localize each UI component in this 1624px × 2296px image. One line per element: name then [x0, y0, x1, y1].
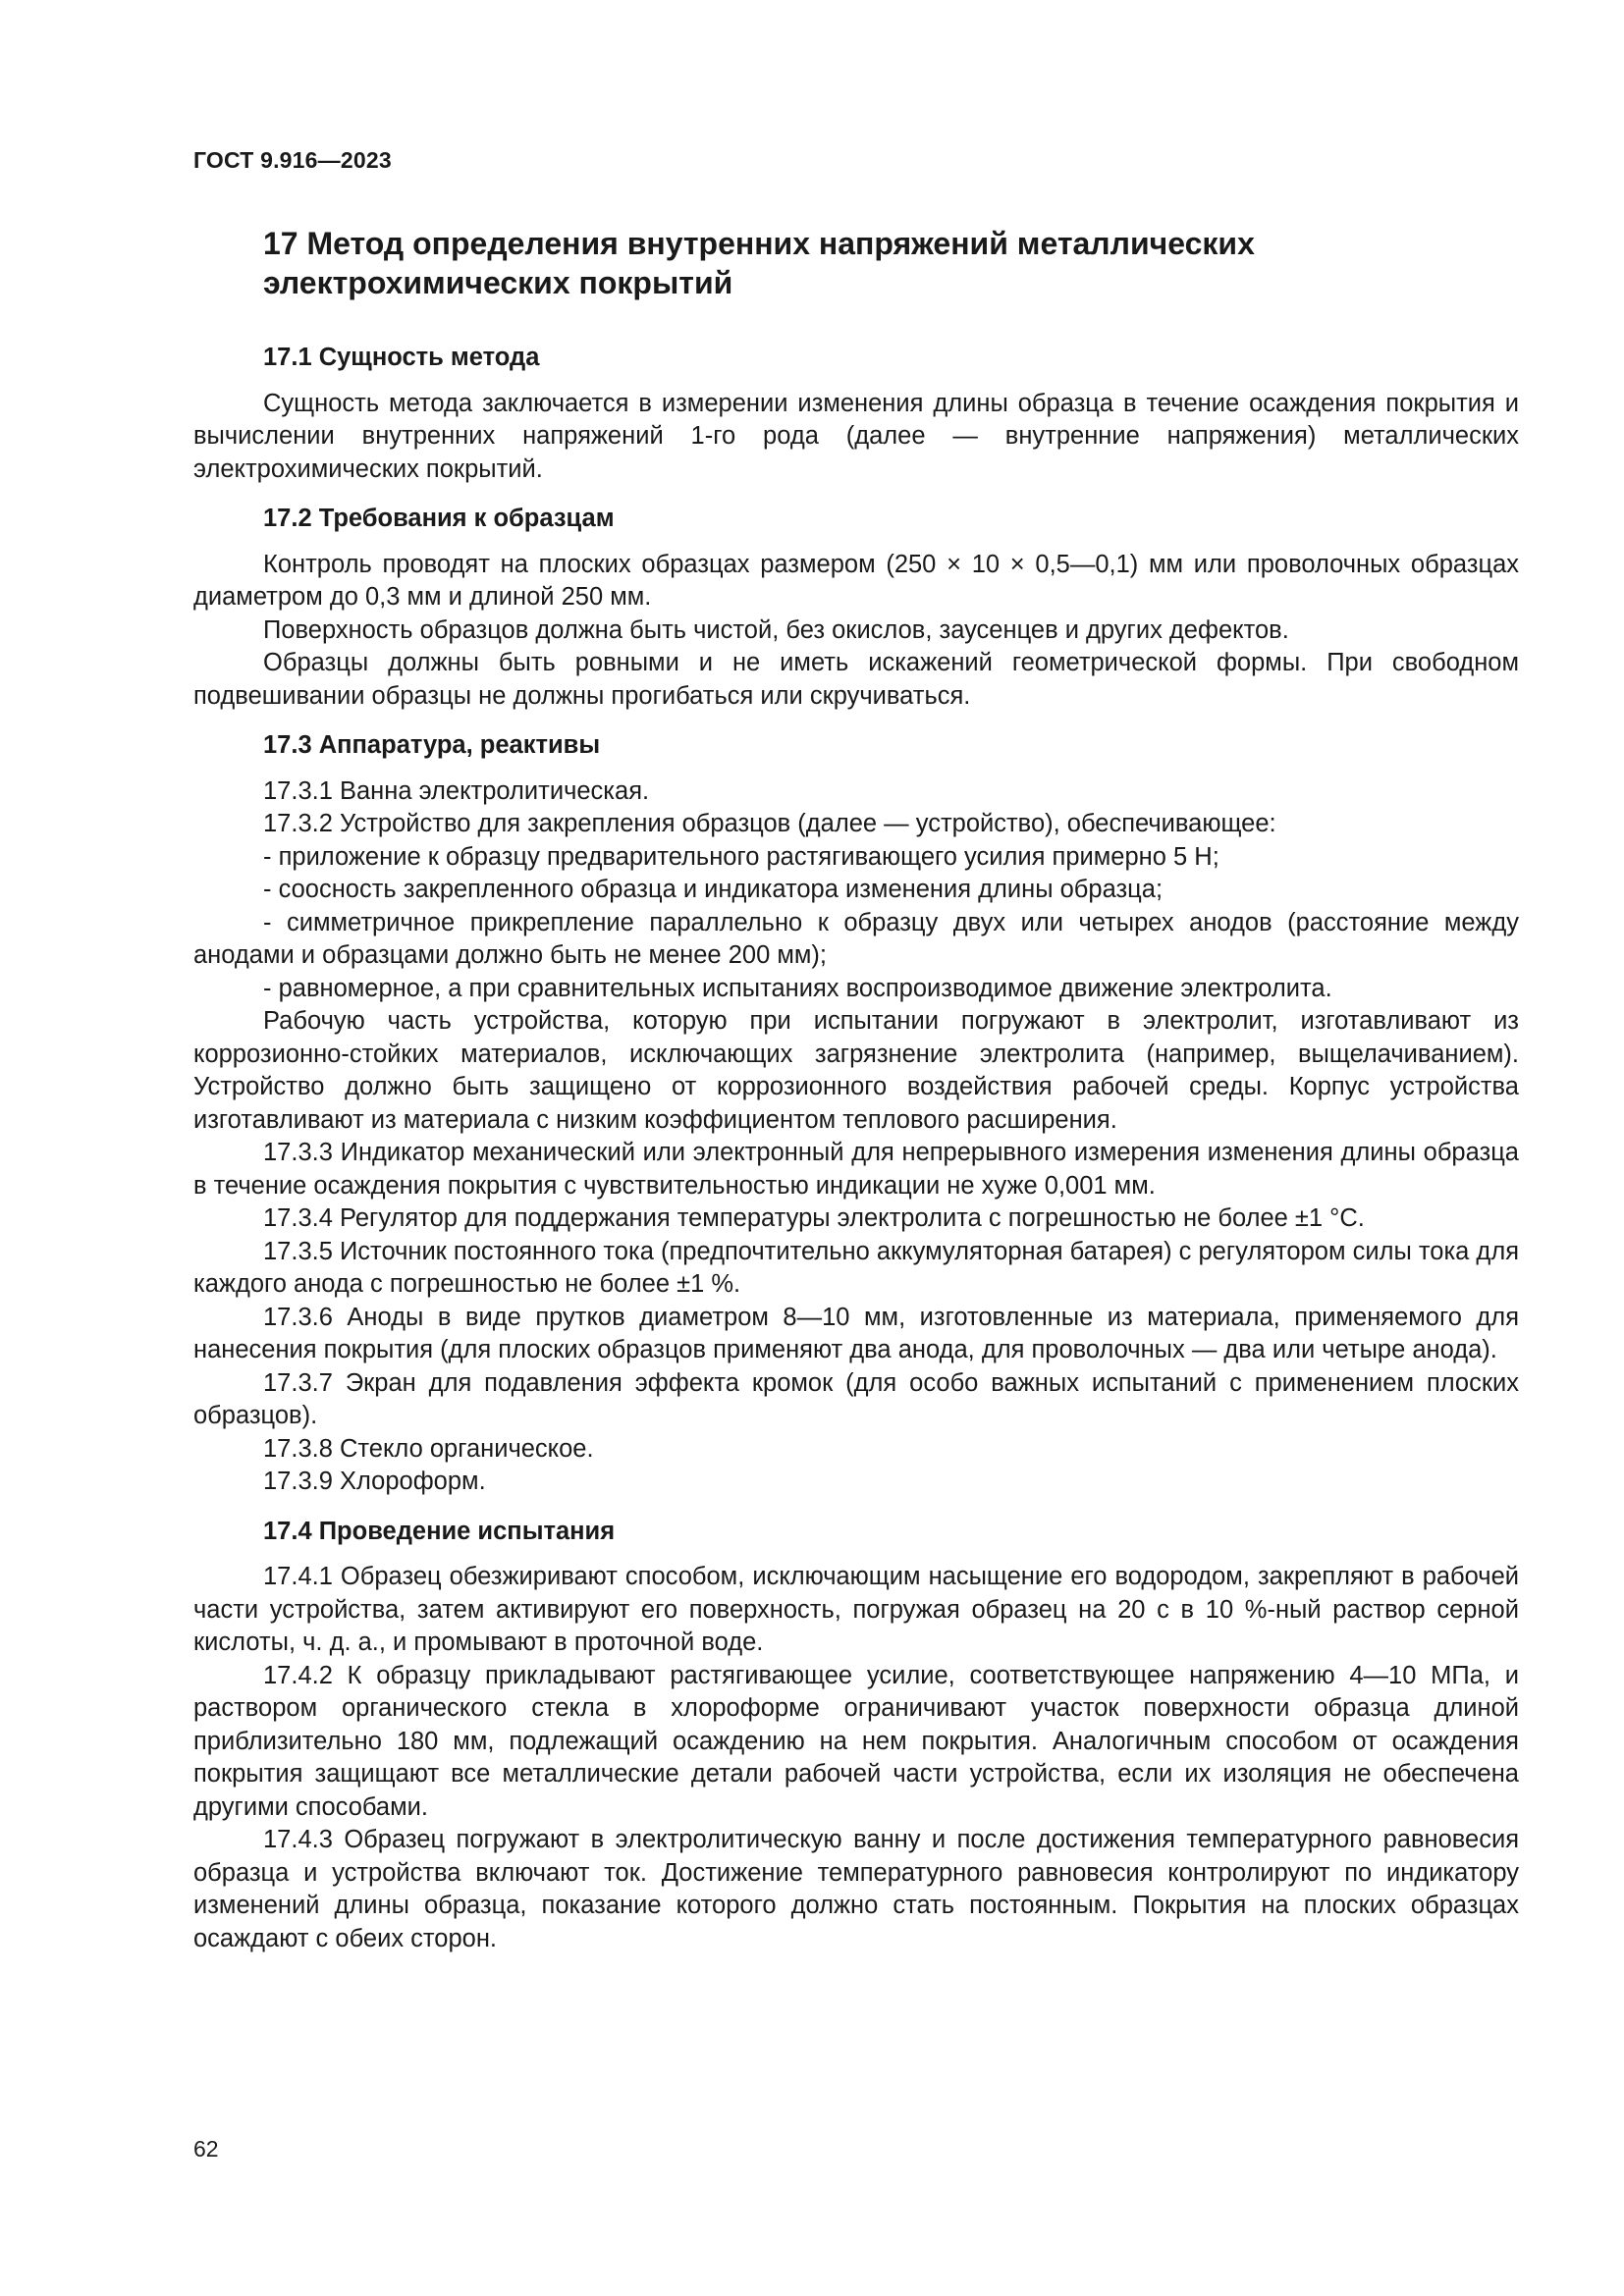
paragraph: 17.3.5 Источник постоянного тока (предпочтительно аккумуляторная батарея) с регулятором силы тока для каждого анода с погрешностью не более ±1 %.: [193, 1237, 1519, 1298]
paragraph: 17.4.3 Образец погружают в электролитическую ванну и после достижения температурного равновесия образца и устройства включают ток. Достижение температурного равновесия контролируют по индикатору изменений длины образца, показание которого должно стать постоянным. Покрытия на плоских образцах осаждают с обеих сторон.: [193, 1826, 1519, 1952]
paragraph: Рабочую часть устройства, которую при испытании погружают в электролит, изготавливают из коррозионно-стойких материалов, исключающих загрязнение электролита (например, выщелачиванием). Устройство должно быть защищено от коррозионного воздействия рабочей среды. Корпус устройства изготавливают из материала с низким коэффициентом теплового расширения.: [193, 1007, 1519, 1134]
subsection-title-17-1: 17.1 Сущность метода: [263, 344, 540, 371]
list-item: - симметричное прикрепление параллельно к образцу двух или четырех анодов (расстояние между анодами и образцами должно быть не менее 200 мм);: [193, 908, 1519, 969]
paragraph: 17.4.2 К образцу прикладывают растягивающее усилие, соответствующее напряжению 4—10 МПа, и раствором органического стекла в хлороформе ограничивают участок поверхности образца длиной приблизительно 180 мм, подлежащий осаждению на нем покрытия. Аналогичным способом от осаждения покрытия защищают все металлические детали рабочей части устройства, если их изоляция не обеспечена другими способами.: [193, 1661, 1519, 1821]
list-item: - соосность закрепленного образца и индикатора изменения длины образца;: [263, 876, 1164, 903]
paragraph: 17.3.8 Стекло органическое.: [263, 1434, 594, 1463]
document-header: ГОСТ 9.916—2023: [193, 147, 392, 173]
paragraph: 17.3.1 Ванна электролитическая.: [263, 776, 650, 805]
paragraph: 17.4.1 Образец обезжиривают способом, исключающим насыщение его водородом, закрепляют в рабочей части устройства, затем активируют его поверхность, погружая образец на 20 с в 10 %-ный раствор серной кислоты, ч. д. а., и промывают в проточной воде.: [193, 1563, 1519, 1656]
paragraph: Сущность метода заключается в измерении изменения длины образца в течение осаждения покрытия и вычислении внутренних напряжений 1-го рода (далее — внутренние напряжения) металлических электрохимических покрытий.: [193, 389, 1519, 483]
page-content: [193, 224, 1519, 1955]
list-item: - приложение к образцу предварительного растягивающего усилия примерно 5 Н;: [263, 842, 1219, 871]
subsection-title-17-2: 17.2 Требования к образцам: [263, 505, 615, 532]
paragraph: 17.3.2 Устройство для закрепления образцов (далее — устройство), обеспечивающее:: [263, 810, 1276, 837]
paragraph: Образцы должны быть ровными и не иметь искажений геометрической формы. При свободном подвешивании образцы не должны прогибаться или скручиваться.: [193, 649, 1519, 710]
list-item: - равномерное, а при сравнительных испытаниях воспроизводимое движение электролита.: [263, 974, 1332, 1002]
paragraph: Контроль проводят на плоских образцах размером (250 × 10 × 0,5—0,1) мм или проволочных образцах диаметром до 0,3 мм и длиной 250 мм.: [193, 550, 1519, 611]
paragraph: 17.3.4 Регулятор для поддержания температуры электролита с погрешностью не более ±1 °С.: [263, 1204, 1365, 1232]
section-title: 17 Метод определения внутренних напряжений металлических электрохимических покрытий: [263, 226, 1255, 300]
page-number: 62: [193, 2136, 219, 2162]
paragraph: 17.3.6 Аноды в виде прутков диаметром 8—10 мм, изготовленные из материала, применяемого для нанесения покрытия (для плоских образцов применяют два анода, для проволочных — два или четыре анода).: [193, 1303, 1519, 1363]
paragraph: 17.3.7 Экран для подавления эффекта кромок (для особо важных испытаний с применением плоских образцов).: [193, 1368, 1519, 1429]
subsection-title-17-3: 17.3 Аппаратура, реактивы: [263, 731, 601, 759]
paragraph: Поверхность образцов должна быть чистой, без окислов, заусенцев и других дефектов.: [263, 615, 1289, 644]
paragraph: 17.3.3 Индикатор механический или электронный для непрерывного измерения изменения длины образца в течение осаждения покрытия с чувствительностью индикации не хуже 0,001 мм.: [193, 1139, 1519, 1200]
paragraph: 17.3.9 Хлороформ.: [263, 1468, 486, 1495]
subsection-title-17-4: 17.4 Проведение испытания: [263, 1517, 616, 1545]
